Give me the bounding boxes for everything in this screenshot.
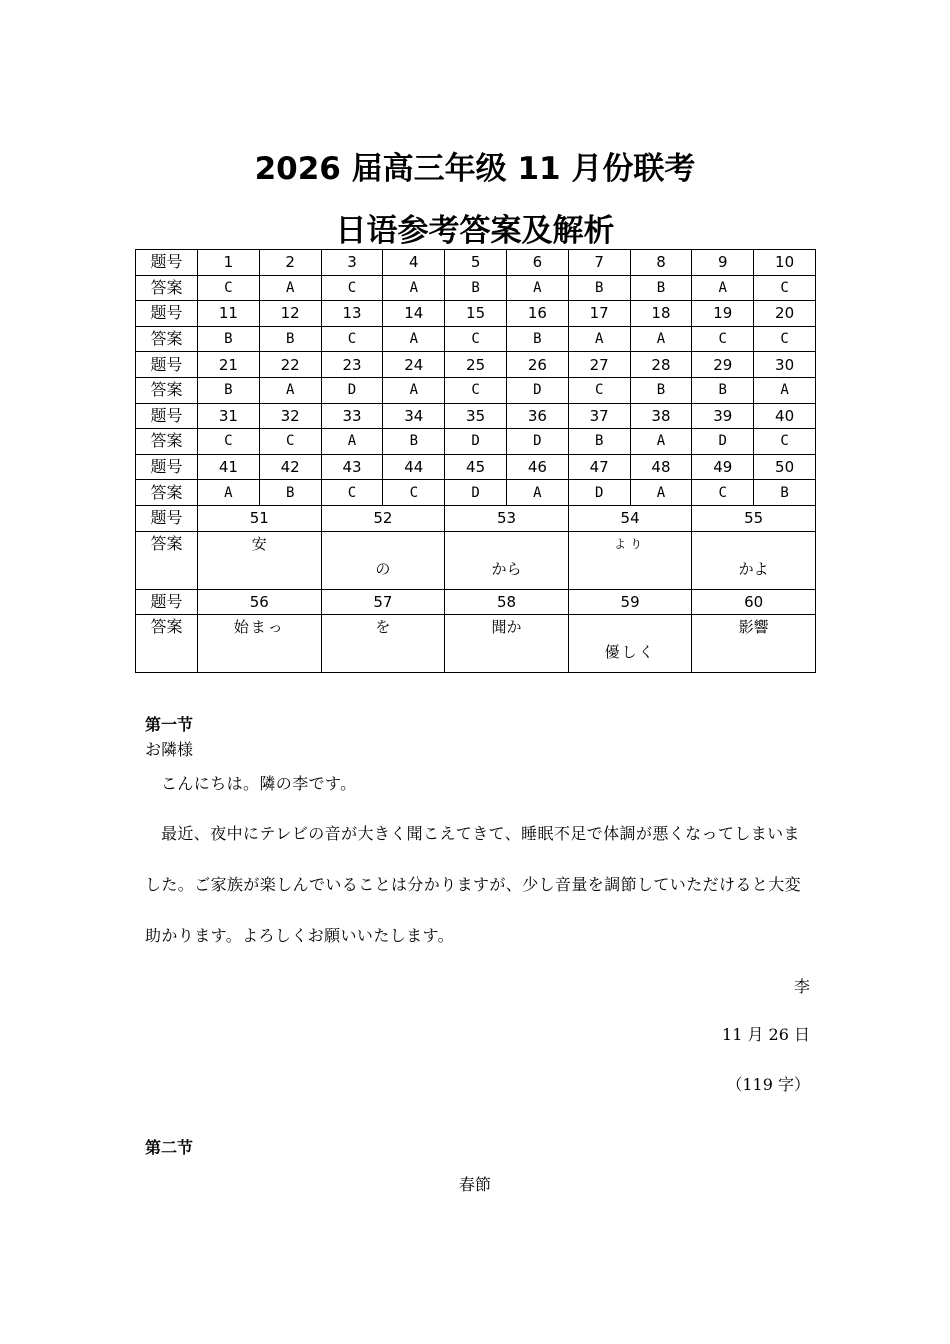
- answer-cell: B: [259, 480, 321, 506]
- question-number: 24: [383, 352, 445, 378]
- answer-cell: D: [506, 429, 568, 455]
- question-number: 13: [321, 301, 383, 327]
- question-number: 31: [198, 403, 260, 429]
- question-number: 11: [198, 301, 260, 327]
- answer-cell: A: [568, 326, 630, 352]
- question-number: 40: [754, 403, 816, 429]
- question-number: 37: [568, 403, 630, 429]
- question-number: 29: [692, 352, 754, 378]
- answer-cell: を: [321, 615, 445, 673]
- question-number: 10: [754, 250, 816, 276]
- question-number-row: [136, 301, 816, 327]
- question-number: 38: [630, 403, 692, 429]
- question-number: 34: [383, 403, 445, 429]
- row-label: 答案: [136, 377, 198, 403]
- question-number: 26: [506, 352, 568, 378]
- question-number: 52: [321, 505, 445, 531]
- answer-cell: 聞か: [445, 615, 569, 673]
- answer-cell: C: [198, 275, 260, 301]
- answer-cell: かよ: [692, 531, 816, 589]
- answer-cell: B: [754, 480, 816, 506]
- question-number: 42: [259, 454, 321, 480]
- answer-cell: C: [445, 377, 507, 403]
- answer-cell: A: [259, 377, 321, 403]
- answer-cell: C: [568, 377, 630, 403]
- section-1-heading: 第一节: [145, 715, 194, 734]
- answer-cell: A: [630, 429, 692, 455]
- letter-body: 最近、夜中にテレビの音が大きく聞こえてきて、睡眠不足で体調が悪くなってしまいました。ご家族が楽しんでいることは分かりますが、少し音量を調節していただけると大変助かります。よろしくお願いいたします。: [145, 824, 802, 945]
- answer-row: [136, 377, 816, 403]
- answer-cell: A: [692, 275, 754, 301]
- character-count: （119 字）: [726, 1075, 810, 1094]
- answer-cell: A: [198, 480, 260, 506]
- letter-signature: 李: [793, 977, 810, 996]
- question-number: 45: [445, 454, 507, 480]
- question-number: 41: [198, 454, 260, 480]
- answer-cell: C: [383, 480, 445, 506]
- question-number: 14: [383, 301, 445, 327]
- row-label: 题号: [136, 301, 198, 327]
- question-number: 50: [754, 454, 816, 480]
- answer-cell: D: [321, 377, 383, 403]
- question-number: 9: [692, 250, 754, 276]
- answer-cell: C: [321, 275, 383, 301]
- answer-cell: 優しく: [568, 615, 692, 673]
- essay-title: 春節: [458, 1175, 491, 1194]
- section-2-heading: 第二节: [145, 1138, 194, 1157]
- answer-cell: B: [568, 429, 630, 455]
- answer-cell: C: [321, 326, 383, 352]
- answer-cell: A: [383, 377, 445, 403]
- answer-cell: D: [445, 480, 507, 506]
- answer-cell: C: [198, 429, 260, 455]
- row-label: 答案: [136, 429, 198, 455]
- answer-cell: D: [692, 429, 754, 455]
- row-label: 答案: [136, 531, 198, 589]
- row-label: 题号: [136, 454, 198, 480]
- question-number: 4: [383, 250, 445, 276]
- answer-cell: A: [321, 429, 383, 455]
- answer-cell: A: [754, 377, 816, 403]
- row-label: 题号: [136, 250, 198, 276]
- question-number: 49: [692, 454, 754, 480]
- answer-cell: B: [568, 275, 630, 301]
- answer-cell: B: [259, 326, 321, 352]
- question-number: 51: [198, 505, 322, 531]
- answer-row: [136, 326, 816, 352]
- answer-cell: B: [445, 275, 507, 301]
- question-number: 28: [630, 352, 692, 378]
- answer-cell: 影響: [692, 615, 816, 673]
- answer-cell: C: [259, 429, 321, 455]
- answer-cell: C: [692, 480, 754, 506]
- question-number: 27: [568, 352, 630, 378]
- question-number-row: [136, 250, 816, 276]
- answer-row: [136, 615, 816, 673]
- question-number: 30: [754, 352, 816, 378]
- question-number: 5: [445, 250, 507, 276]
- question-number: 32: [259, 403, 321, 429]
- question-number-row: [136, 352, 816, 378]
- question-number: 55: [692, 505, 816, 531]
- answer-cell: B: [198, 326, 260, 352]
- question-number: 39: [692, 403, 754, 429]
- question-number: 22: [259, 352, 321, 378]
- row-label: 题号: [136, 352, 198, 378]
- question-number: 44: [383, 454, 445, 480]
- answer-cell: D: [506, 377, 568, 403]
- answer-cell: A: [630, 480, 692, 506]
- question-number: 47: [568, 454, 630, 480]
- question-number-row: [136, 454, 816, 480]
- question-number: 59: [568, 589, 692, 615]
- letter-addressee: お隣様: [145, 740, 194, 759]
- answer-cell: C: [321, 480, 383, 506]
- question-number: 25: [445, 352, 507, 378]
- answer-cell: B: [383, 429, 445, 455]
- page-title: 2026 届高三年级 11 月份联考: [254, 151, 696, 187]
- answer-cell: A: [259, 275, 321, 301]
- answer-cell: D: [568, 480, 630, 506]
- question-number: 17: [568, 301, 630, 327]
- question-number: 53: [445, 505, 569, 531]
- answer-cell: C: [754, 326, 816, 352]
- answer-cell: から: [445, 531, 569, 589]
- answer-cell: A: [630, 326, 692, 352]
- question-number: 8: [630, 250, 692, 276]
- question-number-row: [136, 403, 816, 429]
- answer-cell: B: [506, 326, 568, 352]
- question-number-row: [136, 589, 816, 615]
- row-label: 答案: [136, 615, 198, 673]
- row-label: 题号: [136, 403, 198, 429]
- answer-cell: C: [754, 275, 816, 301]
- row-label: 答案: [136, 275, 198, 301]
- question-number: 46: [506, 454, 568, 480]
- question-number: 56: [198, 589, 322, 615]
- question-number: 23: [321, 352, 383, 378]
- answer-cell: C: [692, 326, 754, 352]
- answer-cell: A: [383, 326, 445, 352]
- question-number: 33: [321, 403, 383, 429]
- row-label: 题号: [136, 589, 198, 615]
- answer-cell: A: [506, 480, 568, 506]
- page-subtitle: 日语参考答案及解析: [335, 213, 615, 249]
- question-number-row: [136, 505, 816, 531]
- question-number: 1: [198, 250, 260, 276]
- question-number: 16: [506, 301, 568, 327]
- answer-cell: B: [198, 377, 260, 403]
- answer-row: [136, 275, 816, 301]
- question-number: 2: [259, 250, 321, 276]
- question-number: 35: [445, 403, 507, 429]
- question-number: 12: [259, 301, 321, 327]
- answer-row: [136, 429, 816, 455]
- letter-date: 11 月 26 日: [722, 1025, 810, 1044]
- question-number: 43: [321, 454, 383, 480]
- question-number: 57: [321, 589, 445, 615]
- answer-cell: A: [383, 275, 445, 301]
- answer-cell: C: [445, 326, 507, 352]
- question-number: 19: [692, 301, 754, 327]
- answer-cell: C: [754, 429, 816, 455]
- answer-cell: B: [692, 377, 754, 403]
- question-number: 36: [506, 403, 568, 429]
- question-number: 54: [568, 505, 692, 531]
- answer-cell: D: [445, 429, 507, 455]
- question-number: 18: [630, 301, 692, 327]
- answer-cell: 始まっ: [198, 615, 322, 673]
- answer-cell: 安: [198, 531, 322, 589]
- question-number: 7: [568, 250, 630, 276]
- row-label: 答案: [136, 326, 198, 352]
- answer-row: [136, 480, 816, 506]
- letter-greeting: こんにちは。隣の李です。: [161, 774, 357, 793]
- question-number: 21: [198, 352, 260, 378]
- row-label: 答案: [136, 480, 198, 506]
- answer-cell: B: [630, 377, 692, 403]
- question-number: 15: [445, 301, 507, 327]
- answer-row: [136, 531, 816, 589]
- row-label: 题号: [136, 505, 198, 531]
- answer-cell: より: [568, 531, 692, 589]
- answer-table: [135, 249, 816, 673]
- question-number: 6: [506, 250, 568, 276]
- answer-cell: B: [630, 275, 692, 301]
- question-number: 48: [630, 454, 692, 480]
- question-number: 58: [445, 589, 569, 615]
- question-number: 3: [321, 250, 383, 276]
- question-number: 20: [754, 301, 816, 327]
- answer-cell: A: [506, 275, 568, 301]
- question-number: 60: [692, 589, 816, 615]
- answer-cell: の: [321, 531, 445, 589]
